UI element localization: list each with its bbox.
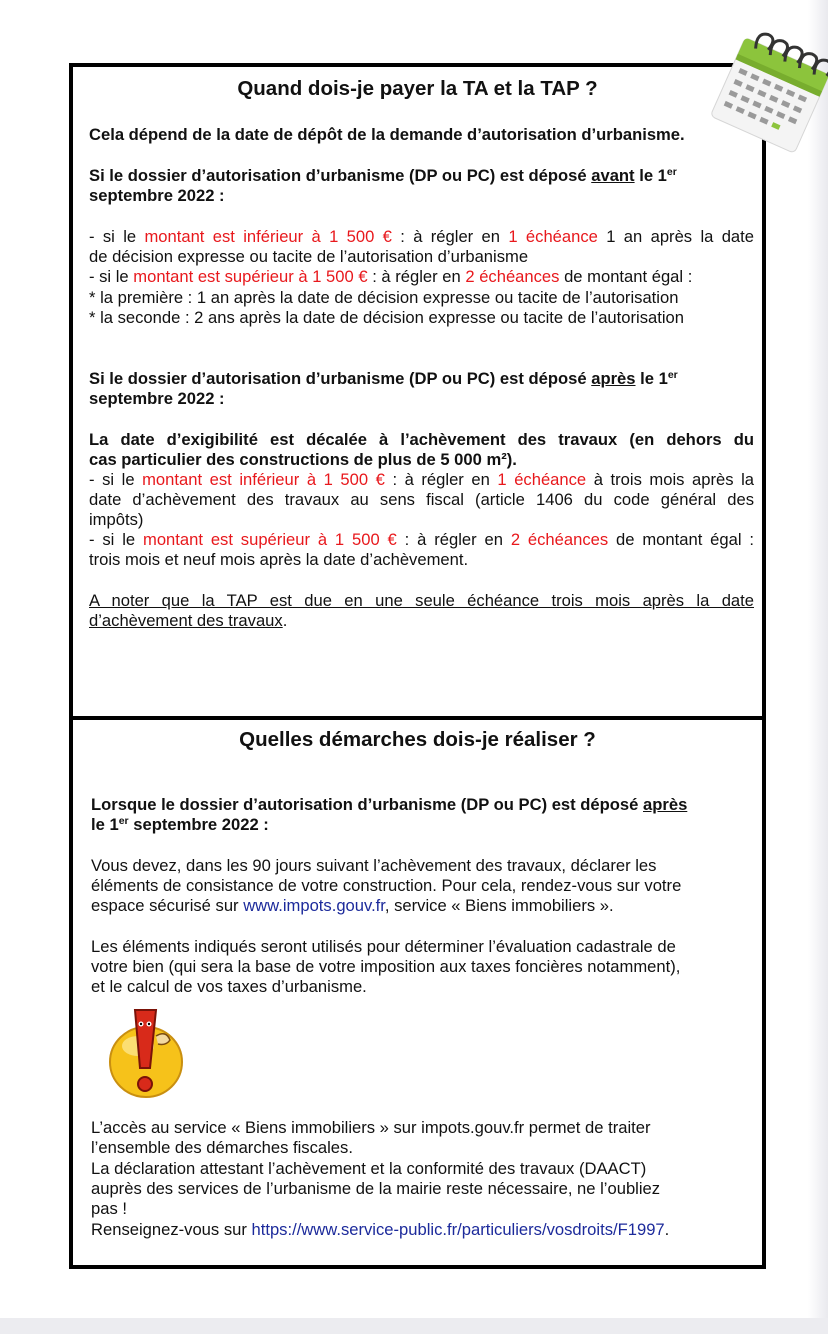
apres-line-5: trois mois et neuf mois après la date d’achèvement.	[89, 550, 469, 569]
info-line-4: auprès des services de l’urbanisme de la mairie reste nécessaire, ne l’oubliez	[91, 1179, 661, 1198]
apres-line-4: - si le montant est supérieur à 1 500 € : à régler en 2 échéances de montant égal :	[89, 530, 754, 549]
apres-line-1: - si le montant est inférieur à 1 500 € : à régler en 1 échéance à trois mois après la	[89, 470, 755, 489]
procedures-heading: Lorsque le dossier d’autorisation d’urbanisme (DP ou PC) est déposé après	[91, 795, 688, 814]
section-title: Quand dois-je payer la TA et la TAP ?	[237, 77, 598, 100]
avant-line-2: de décision expresse ou tacite de l’autorisation d’urbanisme	[89, 247, 529, 266]
avant-line-3: - si le montant est supérieur à 1 500 € : à régler en 2 échéances de montant égal :	[89, 267, 693, 286]
payment-timing-box	[69, 63, 766, 720]
apres-heading-end: septembre 2022 :	[89, 389, 225, 408]
info-line-6: Renseignez-vous sur https://www.service-public.fr/particuliers/vosdroits/F1997.	[91, 1220, 670, 1239]
avant-heading-end: septembre 2022 :	[89, 186, 225, 205]
avant-line-1: - si le montant est inférieur à 1 500 € : à régler en 1 échéance 1 an après la date	[89, 227, 754, 246]
declare-line-2: éléments de consistance de votre construction. Pour cela, rendez-vous sur votre	[91, 876, 682, 895]
procedures-box	[69, 716, 766, 1269]
procedures-heading-end: le 1er septembre 2022 :	[91, 815, 269, 834]
impots-link[interactable]: www.impots.gouv.fr	[243, 896, 385, 915]
apres-bold-line-1: La date d’exigibilité est décalée à l’achèvement des travaux (en dehors du	[89, 430, 754, 449]
declare-line-3: espace sécurisé sur www.impots.gouv.fr, service « Biens immobiliers ».	[91, 896, 614, 915]
apres-heading: Si le dossier d’autorisation d’urbanisme (DP ou PC) est déposé après le 1er	[89, 369, 678, 388]
info-line-2: l’ensemble des démarches fiscales.	[91, 1138, 353, 1157]
avant-heading: Si le dossier d’autorisation d’urbanisme (DP ou PC) est déposé avant le 1er	[89, 166, 677, 185]
apres-line-2: date d’achèvement des travaux au sens fiscal (article 1406 du code général des	[89, 490, 754, 509]
intro-text: Cela dépend de la date de dépôt de la demande d’autorisation d’urbanisme.	[89, 125, 685, 144]
evaluation-line-2: votre bien (qui sera la base de votre imposition aux taxes foncières notamment),	[91, 957, 681, 976]
avant-keyword: avant	[591, 166, 635, 185]
declare-line-1: Vous devez, dans les 90 jours suivant l’achèvement des travaux, déclarer les	[91, 856, 657, 875]
apres-bold-line-2: cas particulier des constructions de plus de 5 000 m²).	[89, 450, 517, 469]
apres-keyword: après	[643, 795, 688, 814]
service-public-link[interactable]: https://www.service-public.fr/particuliers/vosdroits/F1997	[251, 1220, 665, 1239]
tap-note-line-2: d’achèvement des travaux.	[89, 611, 288, 630]
info-line-3: La déclaration attestant l’achèvement et la conformité des travaux (DAACT)	[91, 1159, 647, 1178]
info-line-5: pas !	[91, 1199, 127, 1218]
page-bottom-band	[0, 1318, 828, 1334]
evaluation-line-3: et le calcul de vos taxes d’urbanisme.	[91, 977, 367, 996]
avant-line-5: * la seconde : 2 ans après la date de décision expresse ou tacite de l’autorisation	[89, 308, 684, 327]
calendar-icon	[710, 24, 828, 158]
info-line-1: L’accès au service « Biens immobiliers » sur impots.gouv.fr permet de traiter	[91, 1118, 651, 1137]
exclamation-alert-icon	[104, 1006, 188, 1100]
apres-keyword: après	[591, 369, 636, 388]
evaluation-line-1: Les éléments indiqués seront utilisés pour déterminer l’évaluation cadastrale de	[91, 937, 676, 956]
tap-note-line-1: A noter que la TAP est due en une seule échéance trois mois après la date	[89, 591, 754, 610]
page-edge-shadow	[808, 0, 828, 1334]
section-title: Quelles démarches dois-je réaliser ?	[239, 728, 596, 751]
avant-line-4: * la première : 1 an après la date de décision expresse ou tacite de l’autorisation	[89, 288, 679, 307]
apres-line-3: impôts)	[89, 510, 144, 529]
